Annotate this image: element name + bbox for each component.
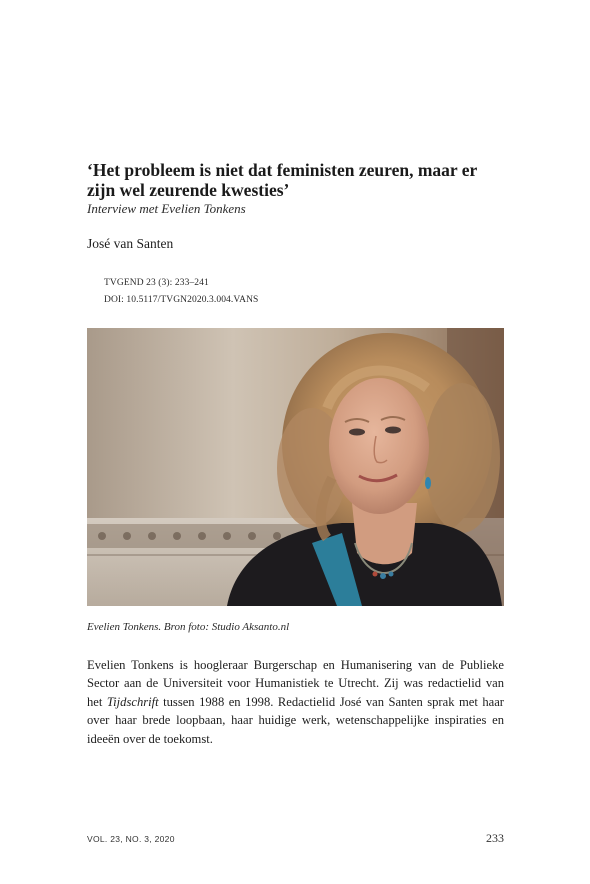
article-title: ‘Het probleem is niet dat feministen zeuren, maar er zijn wel zeurende kwesties’ <box>87 160 477 200</box>
journal-name: Tijdschrift <box>106 694 159 709</box>
article-author: José van Santen <box>87 236 174 251</box>
intro-text-part1: Evelien Tonkens is hoogleraar Burgerschap en Humanisering van de Publieke Sector aan de Universiteit voor Humanistiek te Utrecht. Zij was redactielid van het <box>87 658 504 709</box>
journal-reference: TVGEND 23 (3): 233–241 <box>104 278 209 288</box>
page-number: 233 <box>486 831 504 845</box>
portrait-photo <box>87 328 504 606</box>
article-subtitle: Interview met Evelien Tonkens <box>87 201 246 216</box>
footer-volume: VOL. 23, NO. 3, 2020 <box>87 834 175 844</box>
photo-caption: Evelien Tonkens. Bron foto: Studio Aksanto.nl <box>87 621 290 633</box>
intro-text-part2: tussen 1988 en 1998. Redactielid José van Santen sprak met haar over haar brede loopbaan, haar huidige werk, wetenschappelijke inspiraties en ideeën over de toekomst. <box>87 694 504 746</box>
intro-paragraph <box>87 656 504 748</box>
doi-link[interactable]: DOI: 10.5117/TVGN2020.3.004.VANS <box>104 295 259 305</box>
